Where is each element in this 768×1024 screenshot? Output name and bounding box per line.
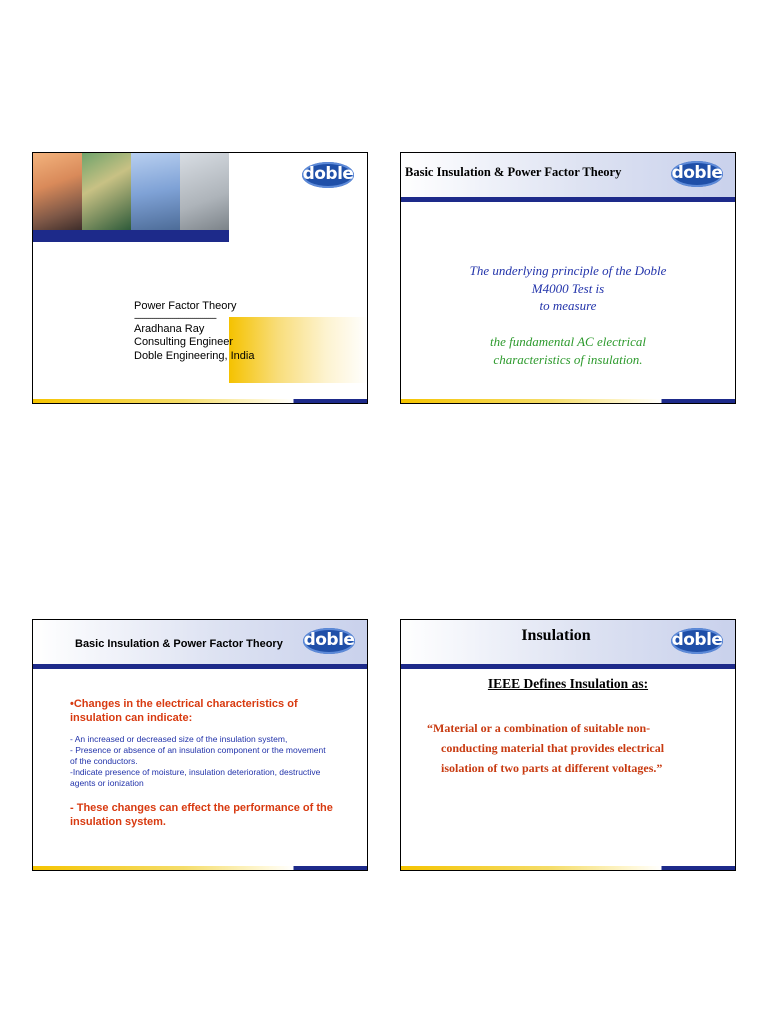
- heading-line: •Changes in the electrical characteristics of: [70, 698, 298, 710]
- slide-3-changes: [32, 619, 368, 871]
- detail-line: - Presence or absence of an insulation component or the movement: [70, 745, 326, 755]
- slide-1-title: [32, 152, 368, 404]
- measure-line: the fundamental AC electrical: [489, 334, 647, 349]
- measure-line: characteristics of insulation.: [493, 351, 643, 367]
- author-role: Consulting Engineer: [134, 336, 234, 348]
- presentation-title: Power Factor Theory: [134, 300, 237, 312]
- changes-closing: [70, 801, 333, 829]
- navy-bar: [33, 230, 229, 242]
- quote-line: isolation of two parts at different voltages.”: [441, 761, 663, 775]
- principle-line: to measure: [539, 298, 597, 313]
- header-navy-bar: [401, 664, 735, 669]
- footer-bar: [401, 866, 735, 870]
- header-navy-bar: [33, 664, 367, 669]
- header-navy-bar: [401, 197, 735, 202]
- heading-line: insulation can indicate:: [70, 712, 193, 724]
- photo-engineers: [82, 153, 131, 230]
- author-name: Aradhana Ray: [134, 322, 205, 335]
- header-photo-strip: [33, 153, 229, 230]
- author-org: Doble Engineering, India: [134, 349, 255, 362]
- separator-line: -----------------------------------------: [134, 312, 216, 323]
- ieee-definition-heading: IEEE Defines Insulation as:: [487, 676, 649, 691]
- slide-title: Basic Insulation & Power Factor Theory: [405, 165, 622, 179]
- doble-logo: doble: [671, 161, 723, 187]
- slide-title: Basic Insulation & Power Factor Theory: [75, 638, 283, 650]
- slide-4-insulation: [400, 619, 736, 871]
- detail-line: agents or ionization: [70, 778, 144, 788]
- principle-line: M4000 Test is: [531, 280, 605, 296]
- changes-details: [70, 734, 326, 789]
- footer-bar: [33, 399, 367, 403]
- doble-logo: doble: [302, 162, 354, 188]
- photo-substation: [33, 153, 82, 230]
- measure-text: [401, 333, 735, 368]
- slide-title: Insulation: [521, 627, 591, 644]
- footer-bar: [401, 399, 735, 403]
- changes-heading: [70, 697, 298, 725]
- slide-2-principle: [400, 152, 736, 404]
- footer-bar: [33, 866, 367, 870]
- principle-text: [401, 262, 735, 315]
- doble-logo: doble: [303, 628, 355, 654]
- quote-line: “Material or a combination of suitable non-: [427, 721, 651, 735]
- detail-line: -Indicate presence of moisture, insulation deterioration, destructive: [70, 767, 321, 777]
- doble-logo: doble: [671, 628, 723, 654]
- principle-line: The underlying principle of the Doble: [469, 263, 667, 278]
- closing-line: - These changes can effect the performance of the: [70, 802, 333, 814]
- quote-line: conducting material that provides electrical: [441, 741, 665, 755]
- definition-quote: [427, 718, 717, 778]
- closing-line: insulation system.: [70, 816, 166, 828]
- detail-line: of the conductors.: [70, 756, 138, 766]
- detail-line: - An increased or decreased size of the insulation system,: [70, 734, 288, 744]
- title-text-block: [134, 300, 254, 363]
- photo-test-instrument: [180, 153, 229, 230]
- photo-transmission: [131, 153, 180, 230]
